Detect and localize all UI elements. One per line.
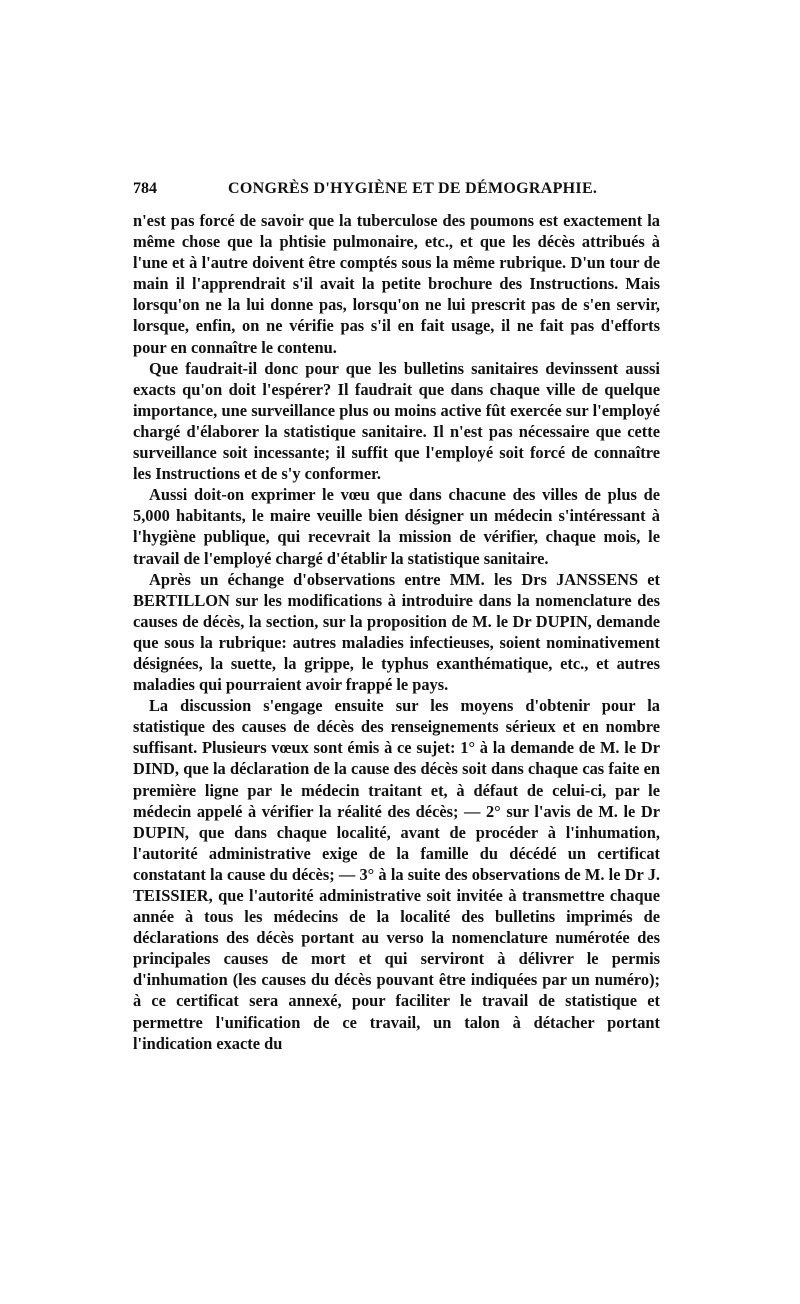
page-number: 784: [133, 180, 157, 197]
paragraph: La discussion s'engage ensuite sur les moyens d'obtenir pour la statistique des causes de décès des renseignements sérieux et en nombre suffisant. Plusieurs vœux sont émis à ce sujet: 1° à la demande de M. le Dr DIND, que la déclaration de la cause des décès soit dans chaque cas faite en première ligne par le médecin traitant et, à défaut de celui-ci, par le médecin appelé à vérifier la réalité des décès; — 2° sur l'avis de M. le Dr DUPIN, que dans chaque localité, avant de procéder à l'inhumation, l'autorité administrative exige de la famille du décédé un certificat constatant la cause du décès; — 3° à la suite des observations de M. le Dr J. TEISSIER, que l'autorité administrative soit invitée à transmettre chaque année à tous les médecins de la localité des bulletins imprimés de déclarations des décès portant au verso la nomenclature numérotée des principales causes de mort et qui serviront à délivrer le permis d'inhumation (les causes du décès pouvant être indiquées par un numéro); à ce certificat sera annexé, pour faciliter le travail de statistique et permettre l'unification de ce travail, un talon à détacher portant l'indication exacte du: [133, 696, 660, 1053]
paragraph: Que faudrait-il donc pour que les bulletins sanitaires devinssent aussi exacts qu'on doit l'espérer? Il faudrait que dans chaque ville de quelque importance, une surveillance plus ou moins active fût exercée sur l'employé chargé d'élaborer la statistique sanitaire. Il n'est pas nécessaire que cette surveillance soit incessante; il suffit que l'employé soit forcé de connaître les Instructions et de s'y conformer.: [133, 358, 660, 484]
paragraph-continuation: n'est pas forcé de savoir que la tuberculose des poumons est exactement la même chose que la phtisie pulmonaire, etc., et que les décès attribués à l'une et à l'autre doivent être comptés sous la même rubrique. D'un tour de main il l'apprendrait s'il avait la petite brochure des Instructions. Mais lorsqu'on ne la lui donne pas, lorsqu'on ne lui prescrit pas de s'en servir, lorsque, enfin, on ne vérifie pas s'il en fait usage, il ne fait pas d'efforts pour en connaître le contenu.: [133, 211, 660, 357]
paragraph: Après un échange d'observations entre MM. les Drs JANSSENS et BERTILLON sur les modifications à introduire dans la nomenclature des causes de décès, la section, sur la proposition de M. le Dr DUPIN, demande que sous la rubrique: autres maladies infectieuses, soient nominativement désignées, la suette, la grippe, le typhus exanthématique, etc., et autres maladies qui pourraient avoir frappé le pays.: [133, 569, 660, 695]
running-title: CONGRÈS D'HYGIÈNE ET DE DÉMOGRAPHIE.: [228, 180, 598, 197]
paragraph: Aussi doit-on exprimer le vœu que dans chacune des villes de plus de 5,000 habitants, le maire veuille bien désigner un médecin s'intéressant à l'hygiène publique, qui recevrait la mission de vérifier, chaque mois, le travail de l'employé chargé d'établir la statistique sanitaire.: [133, 485, 660, 568]
book-page: [133, 180, 660, 1054]
page-header: [133, 180, 660, 210]
body-text: [133, 210, 660, 1054]
